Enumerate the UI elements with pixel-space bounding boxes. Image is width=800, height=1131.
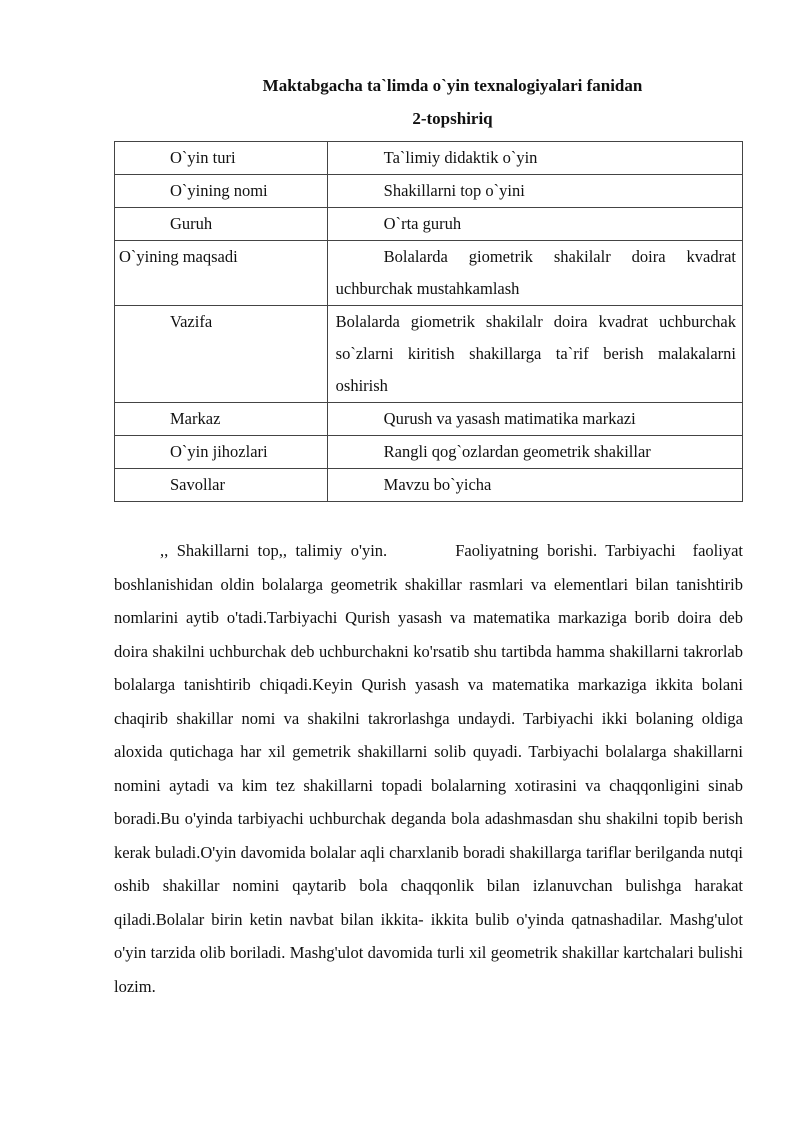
document-subtitle: 2-topshiriq [412,109,493,128]
row-value: Qurush va yasash matimatika markazi [327,403,742,436]
row-value-text: Bolalarda giometrik shakilalr doira kvadrat uchburchak mustahkamlash [335,247,736,298]
row-label: Vazifa [115,306,328,403]
row-value [327,306,742,403]
document-title: Maktabgacha ta`limda o`yin texnalogiyalari fanidan [262,76,643,95]
table-row [115,175,743,208]
row-label: O`yining nomi [115,175,328,208]
table-row [115,306,743,403]
body-paragraph: ,, Shakillarni top,, talimiy o'yin. Faoliyatning borishi. Tarbiyachi faoliyat boshlanishidan oldin bolalarga geometrik shakillar rasmlari va elementlari bilan tanishtirib nomlarini aytib o'tadi.Tarbiyachi Qurish yasash va matematika markaziga borib doira deb doira shakilni uchburchak deb uchburchakni ko'rsatib shu tartibda hamma shakillarni takrorlab bolalarga tanishtirib chiqadi.Keyin Qurish yasash va matematika markaziga ikkita bolani chaqirib shakillar nomi va shakilni takrorlashga undaydi. Tarbiyachi ikki bolaning oldiga aloxida qutichaga har xil gemetrik shakillarni solib quyadi. Tarbiyachi bolalarga shakillarni nomini aytadi va kim tez shakillarni topadi bolalarning xotirasini va chaqqonligini sinab boradi.Bu o'yinda tarbiyachi uchburchak deganda bola adashmasdan shu shakilni topib berish kerak buladi.O'yin davomida bolalar aqli charxlanib boradi shakillarga tariflar berilganda nutqi oshib shakillar nomini qaytarib bola chaqqonlik bilan izlanuvchan bulishga harakat qiladi.Bolalar birin ketin navbat bilan ikkita- ikkita bulib o'yinda qatnashadilar. Mashg'ulot o'yin tarzida olib boriladi. Mashg'ulot davomida turli xil geometrik shakillar kartchalari bulishi lozim. [114,541,752,996]
row-label: O`yin turi [115,142,328,175]
row-value: Shakillarni top o`yini [327,175,742,208]
row-label: Savollar [115,469,328,502]
row-value-text: Bolalarda giometrik shakilalr doira kvadrat uchburchak so`zlarni kiritish shakillarga ta`rif berish malakalarni oshirish [335,312,736,395]
row-label: O`yin jihozlari [115,436,328,469]
table-row [115,403,743,436]
table-row [115,142,743,175]
row-value [327,241,742,306]
row-label: O`yining maqsadi [115,241,328,306]
row-label: Markaz [115,403,328,436]
table-row [115,436,743,469]
row-value: Mavzu bo`yicha [327,469,742,502]
info-table [114,141,743,502]
row-value: Rangli qog`ozlardan geometrik shakillar [327,436,742,469]
table-row [115,208,743,241]
row-value: O`rta guruh [327,208,742,241]
row-label: Guruh [115,208,328,241]
body-paragraph-container [114,534,752,1003]
table-row [115,241,743,306]
row-value: Ta`limiy didaktik o`yin [327,142,742,175]
table-row [115,469,743,502]
